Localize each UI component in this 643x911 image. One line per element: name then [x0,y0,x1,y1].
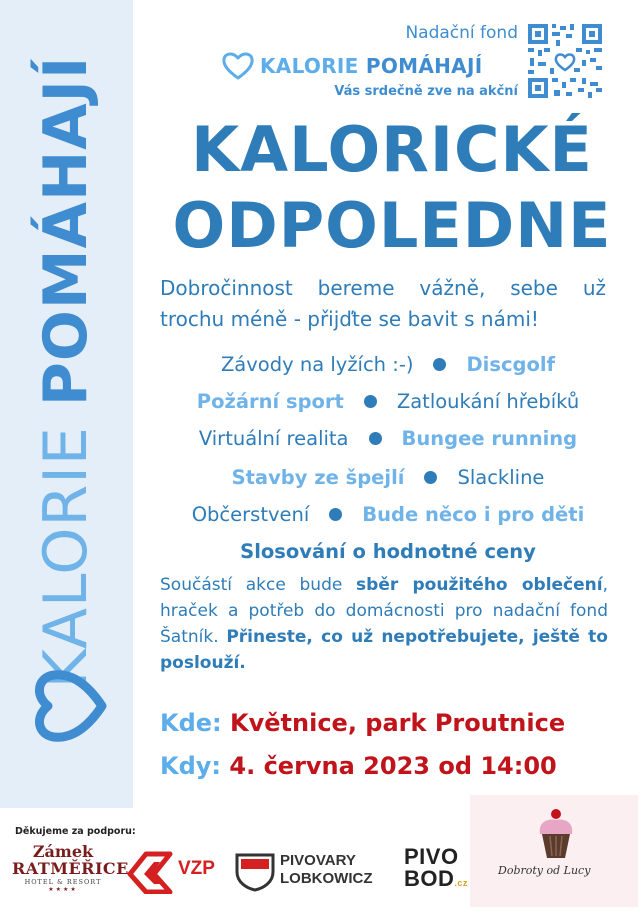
activity-item: Zatloukání hřebíků [396,390,580,413]
activity-item: Závody na lyžích :-) [220,353,414,376]
vertical-brand-bold: POMÁHAJÍ [31,55,101,407]
header-brand-bold: POMÁHAJÍ [365,54,483,78]
sponsors-label: Děkujeme za podporu: [15,826,136,837]
intro-text [160,273,606,335]
dobroty-text: Dobroty od Lucy [498,864,591,877]
bullet-dot-icon [433,358,446,371]
pivobod-suffix: .cz [454,878,468,888]
pivovary-lobkowicz-text [280,852,372,888]
invite-line: Vás srdečně zve na akční [334,84,518,99]
sidebar [0,0,133,808]
fund-line: Nadační fond [405,23,518,43]
lobkowicz-shield-icon [234,852,276,892]
bullet-dot-icon [369,432,382,445]
pivobod-logo [404,846,468,894]
location-row [160,709,565,737]
activity-row [150,420,626,457]
sponsor-zamek-ratmerice-logo [12,842,129,893]
title-line-2: ODPOLEDNE [172,189,612,262]
activity-item: Bungee running [401,427,578,450]
collection-bold-1: sběr použitého oblečení [356,575,603,595]
raffle-row [150,533,626,570]
activity-item: Slackline [457,466,545,489]
raffle-text: Slosování o hodnotné ceny [240,540,536,563]
activity-row [150,496,626,533]
activity-item: Discgolf [466,353,556,376]
bullet-dot-icon [364,395,377,408]
activity-item: Občerstvení [191,503,310,526]
pivovary-line-1: PIVOVARY [280,852,356,869]
activity-item: Stavby ze špejlí [231,466,405,489]
date-value: 4. června 2023 od 14:00 [229,752,557,780]
zamek-line-3: HOTEL & RESORT [24,878,102,886]
pivobod-line-2 [404,868,468,894]
vzp-text: VZP [178,858,215,879]
collection-paragraph [160,572,608,676]
date-row [160,752,557,780]
zamek-line-4: ★★★★ [48,886,78,893]
title-line-1: KALORICKÉ [191,113,593,186]
zamek-line-2: RATMĚŘICE [12,859,129,878]
collection-text-1: Součástí akce bude [160,575,357,595]
cupcake-icon [534,806,578,862]
location-label: Kde: [160,709,222,737]
activity-item: Bude něco i pro děti [362,503,585,526]
location-value: Květnice, park Proutnice [230,709,566,737]
collection-bold-2: Přineste, co už nepotřebujete, ještě to poslouží. [160,627,608,673]
activity-item: Požární sport [196,390,344,413]
heart-outline-icon [220,50,256,82]
bullet-dot-icon [424,471,437,484]
bullet-dot-icon [329,508,342,521]
intro-line-1: Dobročinnost bereme vážně, sebe už [160,276,606,300]
activity-row [150,383,626,420]
header-brand-light: KALORIE [260,54,359,78]
zamek-line-1: Zámek [32,842,94,861]
vertical-brand-light: KALORIE [31,426,101,689]
intro-line-2: trochu méně - přijďte se bavit s námi! [160,307,539,331]
header-brand-text [260,54,482,78]
date-label: Kdy: [160,752,222,780]
header-fund-line [200,22,518,44]
page-title [160,112,624,264]
qr-code-icon [526,22,604,100]
collection-text-2: , hraček a potřeb do domácnosti pro nadační fond Šatník. [160,575,608,647]
activity-row [150,346,626,383]
heart-outline-icon [30,665,108,747]
pivovary-line-2: LOBKOWICZ [280,870,373,887]
header-brand [220,48,482,84]
vertical-brand-text [31,56,101,689]
activity-row [150,459,626,496]
activity-item: Virtuální realita [198,427,349,450]
pivobod-bod: BOD [404,866,455,891]
pivobod-line-1: PIVO [404,844,459,869]
activities-list [150,346,626,570]
